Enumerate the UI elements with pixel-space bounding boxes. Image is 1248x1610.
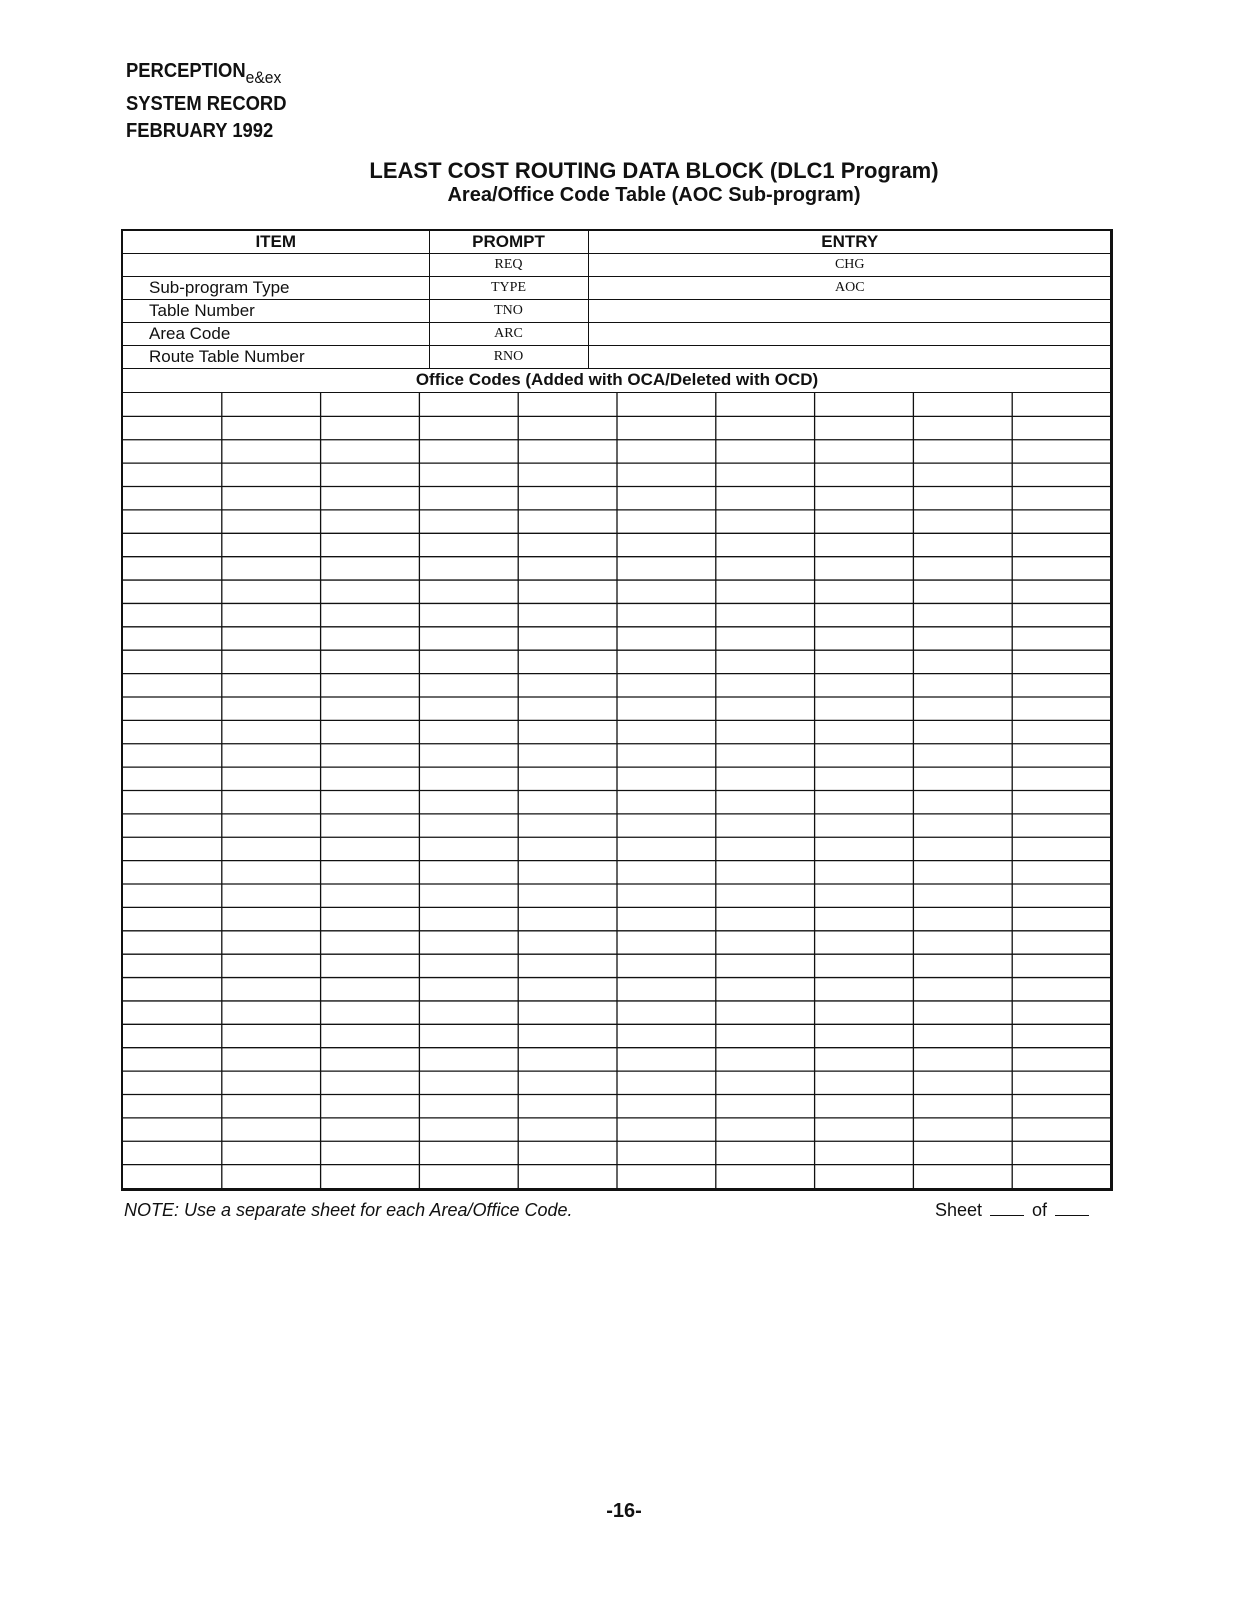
prompt-table bbox=[123, 231, 1111, 369]
entry-cell[interactable]: AOC bbox=[588, 277, 1111, 300]
prompt-cell: TYPE bbox=[429, 277, 588, 300]
product-suffix: e&ex bbox=[245, 68, 282, 87]
prompt-cell: TNO bbox=[429, 300, 588, 323]
of-label: of bbox=[1032, 1200, 1048, 1220]
record-form bbox=[121, 229, 1113, 1191]
item-header: ITEM bbox=[123, 231, 429, 254]
form-title: LEAST COST ROUTING DATA BLOCK (DLC1 Program) bbox=[369, 158, 939, 183]
sheet-counter bbox=[935, 1200, 1097, 1221]
usage-note: NOTE: Use a separate sheet for each Area/Office Code. bbox=[124, 1200, 573, 1220]
sheet-number-blank[interactable] bbox=[990, 1201, 1024, 1216]
prompt-header: PROMPT bbox=[429, 231, 588, 254]
item-cell: Area Code bbox=[123, 323, 429, 346]
entry-cell[interactable]: CHG bbox=[588, 254, 1111, 277]
sheet-total-blank[interactable] bbox=[1055, 1201, 1089, 1216]
page-number: -16- bbox=[606, 1500, 642, 1522]
table-row bbox=[123, 346, 1111, 369]
record-date: FEBRUARY 1992 bbox=[126, 120, 274, 142]
record-type: SYSTEM RECORD bbox=[126, 93, 287, 115]
item-cell: Table Number bbox=[123, 300, 429, 323]
form-subtitle: Area/Office Code Table (AOC Sub-program) bbox=[447, 184, 861, 206]
table-row bbox=[123, 254, 1111, 277]
table-row bbox=[123, 277, 1111, 300]
office-codes-header: Office Codes (Added with OCA/Deleted with OCD) bbox=[123, 369, 1111, 393]
item-cell bbox=[123, 254, 429, 277]
entry-header: ENTRY bbox=[588, 231, 1111, 254]
product-name: PERCEPTION bbox=[126, 60, 246, 82]
prompt-cell: ARC bbox=[429, 323, 588, 346]
office-codes-grid[interactable] bbox=[123, 393, 1111, 1188]
prompt-cell: RNO bbox=[429, 346, 588, 369]
table-row bbox=[123, 323, 1111, 346]
item-cell: Route Table Number bbox=[123, 346, 429, 369]
table-header-row bbox=[123, 231, 1111, 254]
item-cell: Sub-program Type bbox=[123, 277, 429, 300]
entry-cell[interactable] bbox=[588, 346, 1111, 369]
document-header bbox=[126, 58, 287, 145]
prompt-cell: REQ bbox=[429, 254, 588, 277]
table-row bbox=[123, 300, 1111, 323]
entry-cell[interactable] bbox=[588, 323, 1111, 346]
sheet-label: Sheet bbox=[935, 1200, 983, 1220]
entry-cell[interactable] bbox=[588, 300, 1111, 323]
